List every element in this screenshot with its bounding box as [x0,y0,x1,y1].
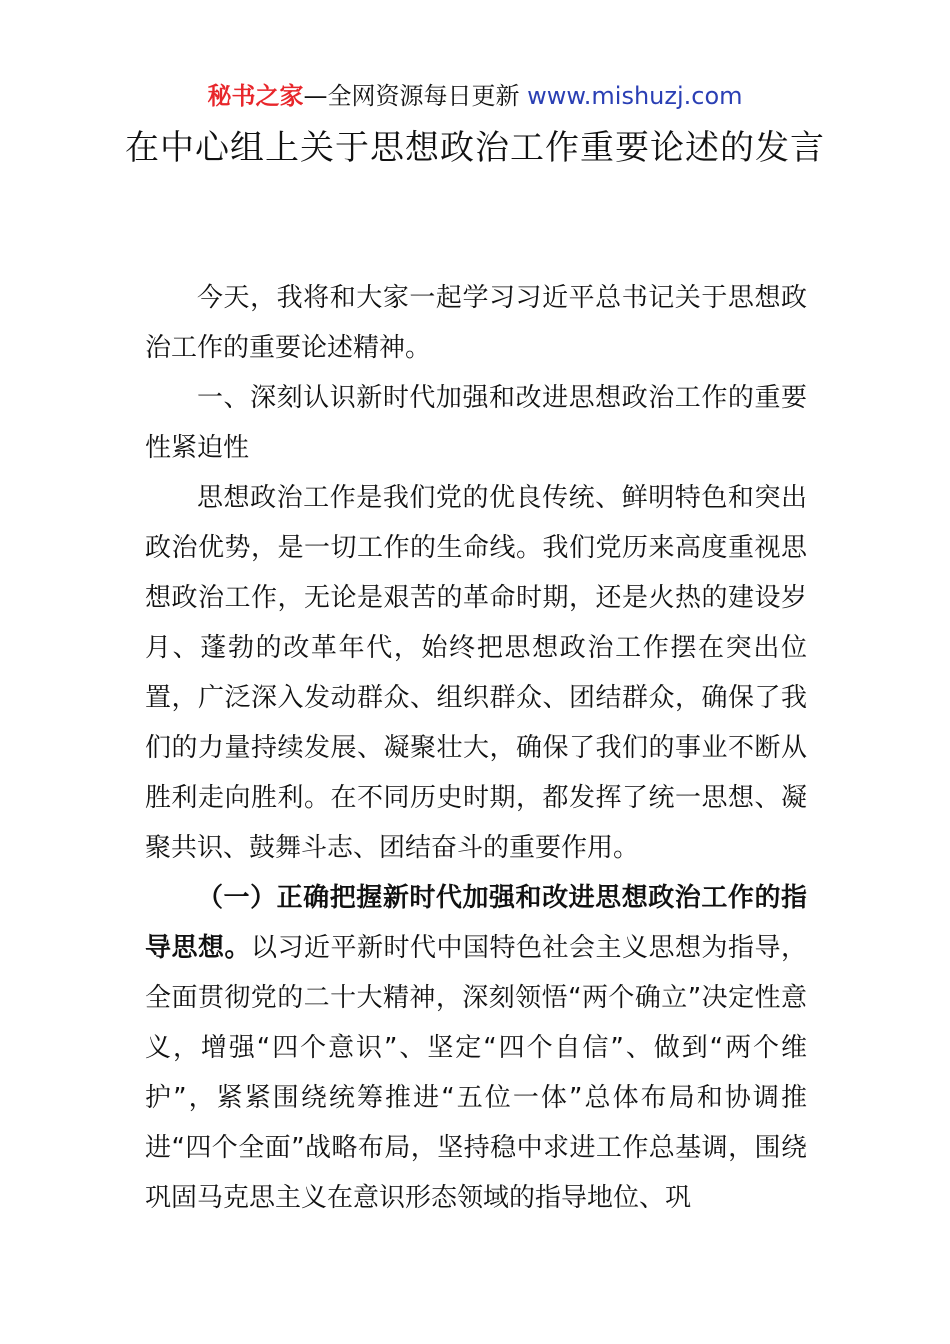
site-header [0,80,950,112]
section-heading: 一、深刻认识新时代加强和改进思想政治工作的重要性紧迫性 [145,383,807,463]
document-body [145,273,807,1223]
body-paragraph: 思想政治工作是我们党的优良传统、鲜明特色和突出政治优势，是一切工作的生命线。我们党历来高度重视思想政治工作，无论是艰苦的革命时期，还是火热的建设岁月、蓬勃的改革年代，始终把思想政治工作摆在突出位置，广泛深入发动群众、组织群众、团结群众，确保了我们的力量持续发展、凝聚壮大，确保了我们的事业不断从胜利走向胜利。在不同历史时期，都发挥了统一思想、凝聚共识、鼓舞斗志、团结奋斗的重要作用。 [145,483,807,863]
subsection-heading: （一）正确把握新时代加强和改进思想政治工作的指导思想。 [145,883,807,963]
intro-paragraph: 今天，我将和大家一起学习习近平总书记关于思想政治工作的重要论述精神。 [145,283,807,363]
site-brand: 秘书之家 [207,82,304,110]
site-slogan: —全网资源每日更新 [303,82,528,110]
subsection-text: 以习近平新时代中国特色社会主义思想为指导，全面贯彻党的二十大精神，深刻领悟“两个确立”决定性意义，增强“四个意识”、坚定“四个自信”、做到“两个维护”，紧紧围绕统筹推进“五位一体”总体布局和协调推进“四个全面”战略布局，坚持稳中求进工作总基调，围绕巩固马克思主义在意识形态领域的指导地位、巩 [145,933,807,1213]
site-url-link[interactable]: www.mishuzj.com [527,82,743,110]
document-title: 在中心组上关于思想政治工作重要论述的发言 [125,128,825,168]
subsection-paragraph [145,873,807,1223]
